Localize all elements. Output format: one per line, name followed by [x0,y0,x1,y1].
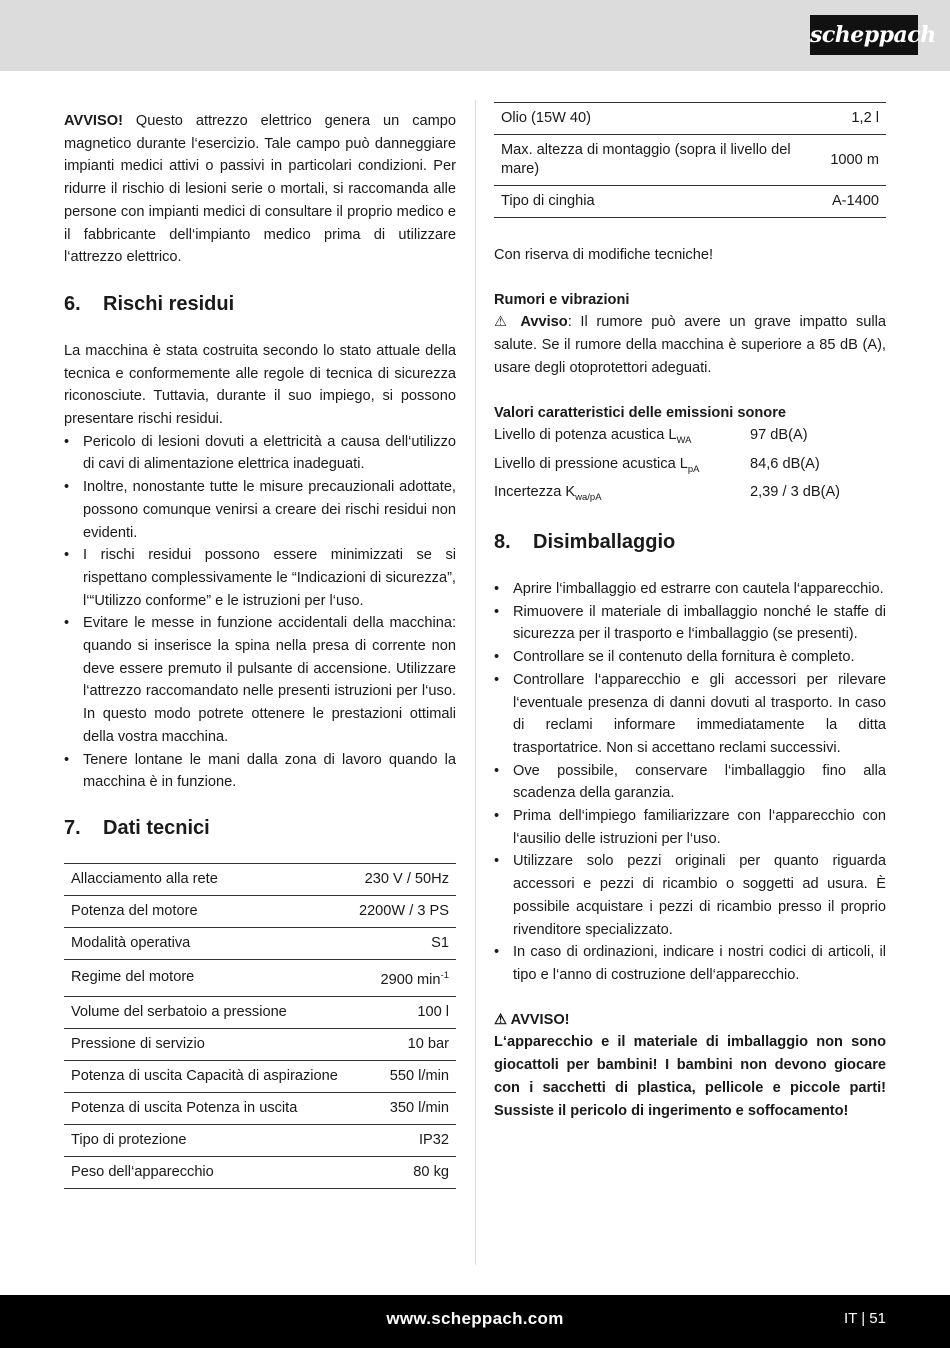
warning-triangle-icon: ⚠ [494,314,512,331]
spec-value [350,1156,456,1188]
final-warning-label: AVVISO! [510,1011,570,1028]
section-title: Dati tecnici [103,816,210,839]
bullet-item: • Inoltre, nonostante tutte le misure precauzionali adottate, possono comunque venirsi a creare dei rischi residui non evidenti. [64,476,456,544]
bullet-item: • Prima dell‘impiego familiarizzare con l‘apparecchio con l‘ausilio delle istruzioni per l‘uso. [494,805,886,850]
spec-label: Volume del serbatoio a pressione [64,996,350,1028]
left-column [64,110,456,1189]
table-row [494,186,886,218]
emission-row [494,481,886,510]
spec-label: Modalità operativa [64,927,350,959]
spec-value [350,1124,456,1156]
emission-row [494,453,886,482]
tech-data-table [64,863,456,1189]
final-warning-text: L‘apparecchio e il materiale di imballaggio non sono giocattoli per bambini! I bambini non devono giocare con i sacchetti di plastica, pellicole e piccole parti! Sussiste il pericolo di ingerimento e soffocamento! [494,1034,886,1119]
section-6-bullet-list [64,431,456,794]
section-7-heading [64,815,456,841]
spec-value [823,103,886,135]
emission-row [494,424,886,453]
page-number: IT | 51 [844,1310,886,1327]
reserve-note: Con riserva di modifiche tecniche! [494,247,714,263]
spec-value [350,863,456,895]
magnetic-warning [64,110,456,269]
table-row [64,1156,456,1188]
section-number: 7. [64,816,81,839]
brand-logo: scheppach [810,15,918,55]
noise-title: Rumori e vibrazioni [494,291,630,308]
spec-label: Potenza del motore [64,895,350,927]
spec-label: Potenza di uscita Capacità di aspirazione [64,1060,350,1092]
spec-label: Pressione di servizio [64,1028,350,1060]
spec-value-text: S1 [431,934,449,951]
emissions-list [494,424,886,510]
section-6-intro: La macchina è stata costruita secondo lo stato attuale della tecnica e conformemente alle regole di tecnica di sicurezza riconosciute. Tuttavia, durante il suo impiego, si possono presentare rischi residui. [64,342,456,428]
bullet-item: • I rischi residui possono essere minimizzati se si rispettano complessivamente le “Indicazioni di sicurezza”, l‘“Utilizzo conforme” e le istruzioni per l‘uso. [64,544,456,612]
emission-label-subscript: WA [676,435,692,447]
bullet-item: • Controllare l‘apparecchio e gli accessori per rilevare l‘eventuale presenza di danni dovuti al trasporto. In caso di reclami informare immediatamente la ditta trasportatrice. Non si accettano reclami successivi. [494,669,886,760]
bullet-item: • Utilizzare solo pezzi originali per quanto riguarda accessori e pezzi di ricambio o soggetti ad usura. È possibile acquistare i pezzi di ricambio presso il proprio rivenditore specializzato. [494,850,886,941]
spec-label: Peso dell‘apparecchio [64,1156,350,1188]
table-row [64,1092,456,1124]
spec-value-text: 1,2 l [851,110,879,126]
spec-value-text: 10 bar [407,1035,449,1052]
spec-value-text: IP32 [418,1131,449,1148]
spec-value-text: 350 l/min [389,1099,449,1116]
section-number: 6. [64,292,81,315]
emission-label-text: Incertezza K [494,484,576,501]
bullet-item: • Controllare se il contenuto della fornitura è completo. [494,646,886,669]
spec-value [823,186,886,218]
emission-label-subscript: pA [687,463,700,475]
bullet-item: • In caso di ordinazioni, indicare i nostri codici di articoli, il tipo e l‘anno di costruzione dell‘apparecchio. [494,941,886,986]
spec-value [350,996,456,1028]
bullet-item: • Ove possibile, conservare l‘imballaggio fino alla scadenza della garanzia. [494,760,886,805]
warning-triangle-icon: ⚠ [494,1011,508,1028]
section-number: 8. [494,531,511,554]
footer-bar [0,1295,950,1348]
noise-warning [494,311,886,379]
table-row [64,1028,456,1060]
spec-value-text: 2200W / 3 PS [358,902,449,919]
spec-label: Max. altezza di montaggio (sopra il livello del mare) [494,135,823,186]
spec-value-text: 1000 m [830,151,879,168]
warning-label: AVVISO! [64,113,123,129]
spec-value [350,1028,456,1060]
emissions-title: Valori caratteristici delle emissioni sonore [494,404,786,421]
noise-warning-text: : Il rumore può avere un grave impatto sulla salute. Se il rumore della macchina è superiore a 85 dB (A), usare degli otoprotettori adeguati. [494,314,886,376]
table-row [64,863,456,895]
section-6-heading [64,291,456,317]
spec-value-text: 230 V / 50Hz [364,870,449,887]
spec-value-text: 100 l [417,1003,449,1020]
emission-label [494,481,750,510]
section-title: Rischi residui [103,292,235,315]
warning-text: Questo attrezzo elettrico genera un campo magnetico durante l‘esercizio. Tale campo può danneggiare impianti medici attivi o passivi in particolari condizioni. Per ridurre il rischio di lesioni serie o mortali, si raccomanda alle persone con impianti medici di consultare il proprio medico e il fabbricante dell‘impianto medico prima di utilizzare l‘attrezzo elettrico. [64,113,456,266]
spec-value [350,959,456,996]
table-row [64,959,456,996]
spec-value [350,1092,456,1124]
bullet-item: • Aprire l‘imballaggio ed estrarre con cautela l‘apparecchio. [494,578,886,601]
spec-value [350,1060,456,1092]
spec-value [823,135,886,186]
spec-label: Tipo di protezione [64,1124,350,1156]
table-row [64,996,456,1028]
emission-value: 2,39 / 3 dB(A) [750,484,841,501]
bullet-item: • Rimuovere il materiale di imballaggio nonché le staffe di sicurezza per il trasporto e l‘imballaggio (se presenti). [494,601,886,646]
spec-label: Regime del motore [64,959,350,996]
emission-label-subscript: wa/pA [575,492,602,504]
spec-label: Potenza di uscita Potenza in uscita [64,1092,350,1124]
table-row [494,103,886,135]
spec-value-text: 550 l/min [389,1067,449,1084]
header-band [0,0,950,71]
section-8-heading [494,529,886,555]
spec-value-text: 2900 min [380,971,441,988]
emission-label-text: Livello di pressione acustica L [494,455,688,472]
section-title: Disimballaggio [533,531,676,554]
emission-label [494,453,750,482]
emission-label-text: Livello di potenza acustica L [494,427,677,444]
table-row [64,927,456,959]
table-row [494,135,886,186]
spec-value-text: A-1400 [831,193,879,209]
table-row [64,1060,456,1092]
bullet-item: • Pericolo di lesioni dovuti a elettricità a causa dell‘utilizzo di cavi di alimentazione elettrica inadeguati. [64,431,456,476]
right-column [494,102,886,1122]
emission-label [494,424,750,453]
spec-value [350,927,456,959]
section-8-bullet-list [494,578,886,987]
table-row [64,1124,456,1156]
spec-label: Tipo di cinghia [494,186,823,218]
emission-value: 97 dB(A) [750,427,808,444]
spec-value-text: 80 kg [413,1163,449,1180]
spec-value-unit-exponent: -1 [440,969,449,981]
spec-label: Allacciamento alla rete [64,863,350,895]
final-warning-heading [494,1009,886,1032]
bullet-item: • Evitare le messe in funzione accidentali della macchina: quando si inserisce la spina nella presa di corrente non deve essere premuto il pulsante di accensione. Utilizzare l‘attrezzo raccomandato nelle presenti istruzioni per l‘uso. In questo modo potrete ottenere le prestazioni ottimali della vostra macchina. [64,612,456,748]
footer-url[interactable]: www.scheppach.com [386,1309,564,1328]
spec-label: Olio (15W 40) [494,103,823,135]
noise-warning-label: Avviso [520,314,568,331]
spec-value [350,895,456,927]
bullet-item: • Tenere lontane le mani dalla zona di lavoro quando la macchina è in funzione. [64,749,456,794]
column-divider [475,100,476,1265]
table-row [64,895,456,927]
emission-value: 84,6 dB(A) [750,455,820,472]
tech-data-table-continued [494,102,886,218]
